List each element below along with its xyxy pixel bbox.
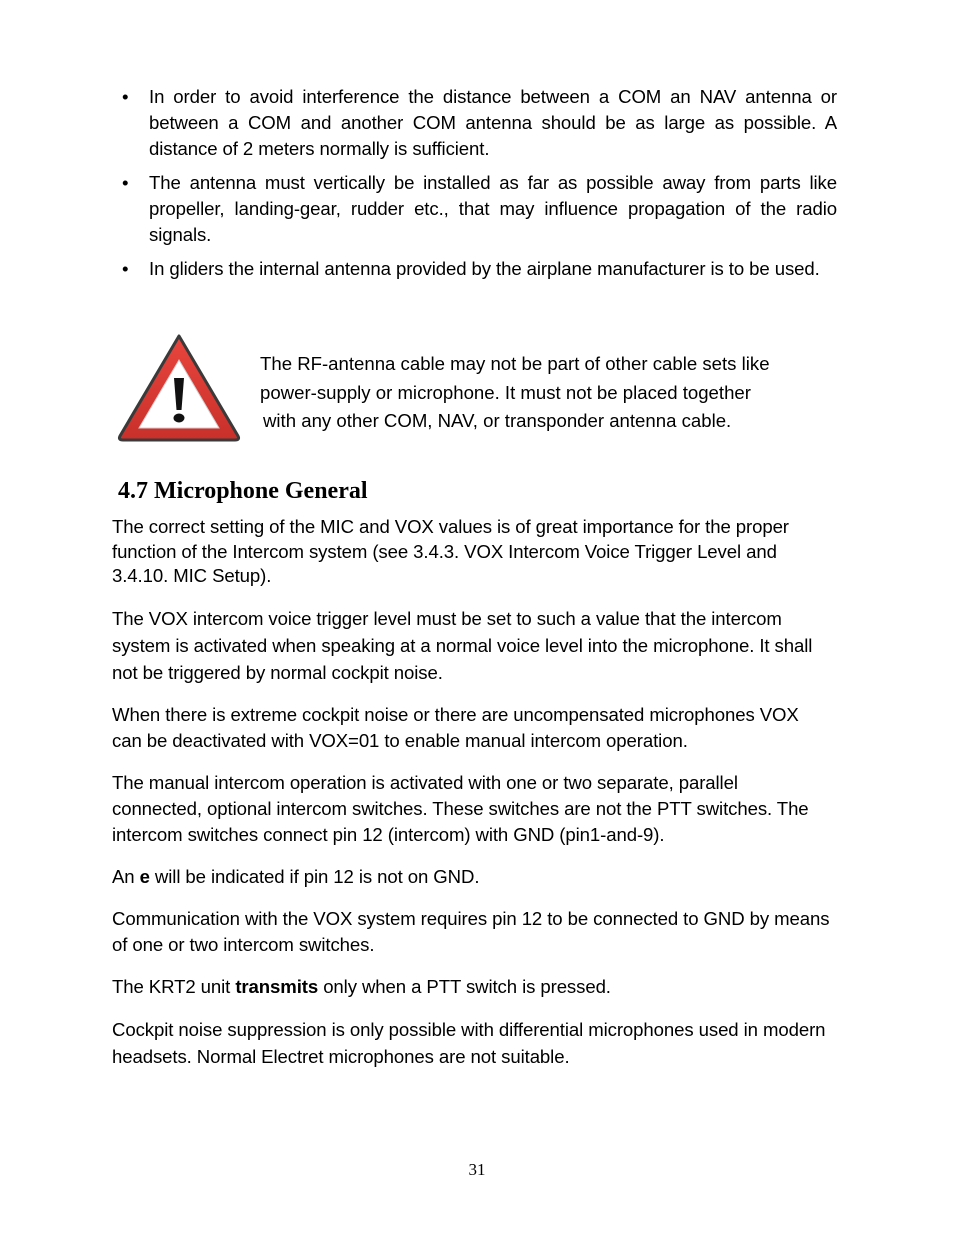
warning-text bbox=[260, 350, 820, 436]
warning-line: with any other COM, NAV, or transponder antenna cable. bbox=[263, 410, 732, 431]
paragraph-text: will be indicated if pin 12 is not on GND. bbox=[149, 865, 480, 887]
section-title: 4.7 Microphone General bbox=[118, 478, 368, 504]
bullet-dot: • bbox=[122, 258, 129, 279]
paragraph: The VOX intercom voice trigger level must be set to such a value that the intercom system is activated when speaking at a normal voice level into the microphone. It shall not be triggered by normal cockpit noise. bbox=[112, 607, 813, 683]
page-number: 31 bbox=[468, 1160, 486, 1179]
bullet-text: In order to avoid interference the distance between a COM an NAV antenna or between a COM and another COM antenna should be as large as possible. A distance of 2 meters normally is sufficient. bbox=[149, 86, 837, 159]
bullet-text: In gliders the internal antenna provided by the airplane manufacturer is to be used. bbox=[149, 258, 820, 279]
paragraph: When there is extreme cockpit noise or there are uncompensated microphones VOX can be deactivated with VOX=01 to enable manual intercom operation. bbox=[112, 703, 799, 751]
paragraph bbox=[112, 974, 832, 1000]
section-body bbox=[112, 515, 832, 1086]
bold-text: transmits bbox=[235, 975, 319, 997]
paragraph: Cockpit noise suppression is only possible with differential microphones used in modern headsets. Normal Electret microphones are not suitable. bbox=[112, 1018, 826, 1067]
paragraph-text: only when a PTT switch is pressed. bbox=[318, 975, 611, 997]
paragraph bbox=[112, 770, 832, 848]
bullet-dot: • bbox=[122, 172, 129, 193]
warning-line: The RF-antenna cable may not be part of other cable sets like bbox=[260, 353, 770, 374]
paragraph-text: The manual intercom operation is activated with one or two separate, parallel connected, optional intercom switches. These switches are not the PTT switches. The intercom switches connect pin 12 (intercom) with GND (pin1-and-9). bbox=[112, 771, 809, 845]
bold-text: e bbox=[139, 865, 150, 887]
paragraph: Communication with the VOX system requires pin 12 to be connected to GND by means of one or two intercom switches. bbox=[112, 907, 830, 955]
warning-triangle-icon bbox=[114, 330, 244, 445]
bullet-text: The antenna must vertically be installed as far as possible away from parts like propeller, landing-gear, rudder etc., that may influence propagation of the radio signals. bbox=[149, 172, 837, 245]
bullet-item bbox=[120, 170, 837, 248]
bullet-item bbox=[120, 256, 837, 282]
bullet-list bbox=[120, 84, 837, 290]
paragraph-text: An bbox=[112, 865, 140, 887]
paragraph bbox=[112, 864, 832, 890]
paragraph: The correct setting of the MIC and VOX values is of great importance for the proper function of the Intercom system (see 3.4.3. VOX Intercom Voice Trigger Level and 3.4.10. MIC Setup). bbox=[112, 516, 789, 586]
paragraph-text: The KRT2 unit bbox=[112, 975, 236, 997]
bullet-item bbox=[120, 84, 837, 162]
warning-line: power-supply or microphone. It must not be placed together bbox=[260, 381, 751, 403]
bullet-dot: • bbox=[122, 86, 129, 107]
